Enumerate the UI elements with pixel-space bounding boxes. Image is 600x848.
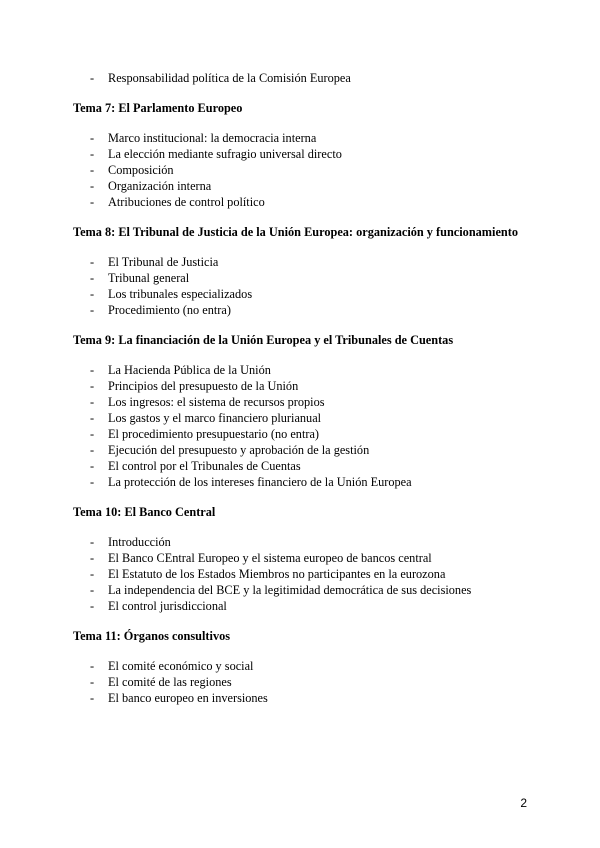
list-item-text: Los ingresos: el sistema de recursos propios bbox=[108, 395, 325, 409]
section-list bbox=[73, 658, 553, 706]
list-marker: - bbox=[90, 427, 95, 441]
list-item bbox=[73, 286, 553, 302]
list-item-text: Los tribunales especializados bbox=[108, 287, 253, 301]
list-marker: - bbox=[90, 195, 95, 209]
list-item-text: El banco europeo en inversiones bbox=[108, 691, 268, 705]
section-list bbox=[73, 254, 553, 318]
list-item bbox=[73, 70, 553, 86]
list-marker: - bbox=[90, 379, 95, 393]
list-item-text: Organización interna bbox=[108, 179, 212, 193]
section-heading: Tema 10: El Banco Central bbox=[73, 505, 216, 519]
list-marker: - bbox=[90, 271, 95, 285]
list-item bbox=[73, 426, 553, 442]
list-item bbox=[73, 410, 553, 426]
list-item-text: La elección mediante sufragio universal directo bbox=[108, 147, 342, 161]
list-item-text: La independencia del BCE y la legitimidad democrática de sus decisiones bbox=[108, 583, 472, 597]
list-item-text: La protección de los intereses financiero de la Unión Europea bbox=[108, 475, 412, 489]
section-list bbox=[73, 534, 553, 614]
list-item-text: El comité económico y social bbox=[108, 659, 254, 673]
list-marker: - bbox=[90, 287, 95, 301]
list-item bbox=[73, 302, 553, 318]
list-item bbox=[73, 474, 553, 490]
list-item bbox=[73, 162, 553, 178]
list-marker: - bbox=[90, 411, 95, 425]
list-item-text: El control jurisdiccional bbox=[108, 599, 227, 613]
list-marker: - bbox=[90, 459, 95, 473]
list-item bbox=[73, 566, 553, 582]
list-item bbox=[73, 690, 553, 706]
list-item-text: Responsabilidad política de la Comisión Europea bbox=[108, 71, 351, 85]
list-marker: - bbox=[90, 163, 95, 177]
list-marker: - bbox=[90, 675, 95, 689]
list-item-text: El comité de las regiones bbox=[108, 675, 232, 689]
list-marker: - bbox=[90, 255, 95, 269]
list-item-text: Principios del presupuesto de la Unión bbox=[108, 379, 299, 393]
list-item bbox=[73, 130, 553, 146]
list-item-text: Marco institucional: la democracia interna bbox=[108, 131, 317, 145]
list-item bbox=[73, 674, 553, 690]
list-item-text: La Hacienda Pública de la Unión bbox=[108, 363, 271, 377]
list-item bbox=[73, 178, 553, 194]
list-item-text: El Estatuto de los Estados Miembros no participantes en la eurozona bbox=[108, 567, 446, 581]
document-content bbox=[73, 70, 553, 706]
list-marker: - bbox=[90, 475, 95, 489]
list-marker: - bbox=[90, 395, 95, 409]
list-item-text: Introducción bbox=[108, 535, 171, 549]
page-number: 2 bbox=[520, 796, 527, 810]
list-item-text: Procedimiento (no entra) bbox=[108, 303, 231, 317]
list-item-text: Tribunal general bbox=[108, 271, 190, 285]
list-item bbox=[73, 378, 553, 394]
list-marker: - bbox=[90, 179, 95, 193]
list-marker: - bbox=[90, 363, 95, 377]
list-item bbox=[73, 458, 553, 474]
list-item bbox=[73, 270, 553, 286]
section-list bbox=[73, 130, 553, 210]
sections-container bbox=[73, 100, 553, 706]
list-item-text: Ejecución del presupuesto y aprobación de la gestión bbox=[108, 443, 370, 457]
list-item-text: Los gastos y el marco financiero plurianual bbox=[108, 411, 322, 425]
list-item-text: El Banco CEntral Europeo y el sistema europeo de bancos central bbox=[108, 551, 432, 565]
list-item bbox=[73, 394, 553, 410]
list-marker: - bbox=[90, 443, 95, 457]
list-marker: - bbox=[90, 583, 95, 597]
list-marker: - bbox=[90, 567, 95, 581]
section-list bbox=[73, 362, 553, 490]
list-item bbox=[73, 146, 553, 162]
list-item bbox=[73, 598, 553, 614]
section-heading: Tema 9: La financiación de la Unión Europea y el Tribunales de Cuentas bbox=[73, 333, 454, 347]
list-item bbox=[73, 362, 553, 378]
list-item bbox=[73, 534, 553, 550]
section-heading: Tema 7: El Parlamento Europeo bbox=[73, 101, 243, 115]
list-marker: - bbox=[90, 551, 95, 565]
list-marker: - bbox=[90, 659, 95, 673]
list-item bbox=[73, 442, 553, 458]
list-item bbox=[73, 582, 553, 598]
list-marker: - bbox=[90, 303, 95, 317]
list-item bbox=[73, 194, 553, 210]
list-item-text: El procedimiento presupuestario (no entra) bbox=[108, 427, 320, 441]
section-heading: Tema 11: Órganos consultivos bbox=[73, 629, 231, 643]
intro-list bbox=[73, 70, 553, 86]
section-heading: Tema 8: El Tribunal de Justicia de la Unión Europea: organización y funcionamiento bbox=[73, 225, 519, 239]
list-item-text: El Tribunal de Justicia bbox=[108, 255, 219, 269]
list-item bbox=[73, 254, 553, 270]
list-marker: - bbox=[90, 71, 95, 85]
list-item bbox=[73, 550, 553, 566]
list-item-text: Composición bbox=[108, 163, 174, 177]
list-marker: - bbox=[90, 535, 95, 549]
list-item-text: El control por el Tribunales de Cuentas bbox=[108, 459, 301, 473]
list-marker: - bbox=[90, 599, 95, 613]
list-item-text: Atribuciones de control político bbox=[108, 195, 265, 209]
list-marker: - bbox=[90, 691, 95, 705]
list-marker: - bbox=[90, 131, 95, 145]
list-marker: - bbox=[90, 147, 95, 161]
list-item bbox=[73, 658, 553, 674]
